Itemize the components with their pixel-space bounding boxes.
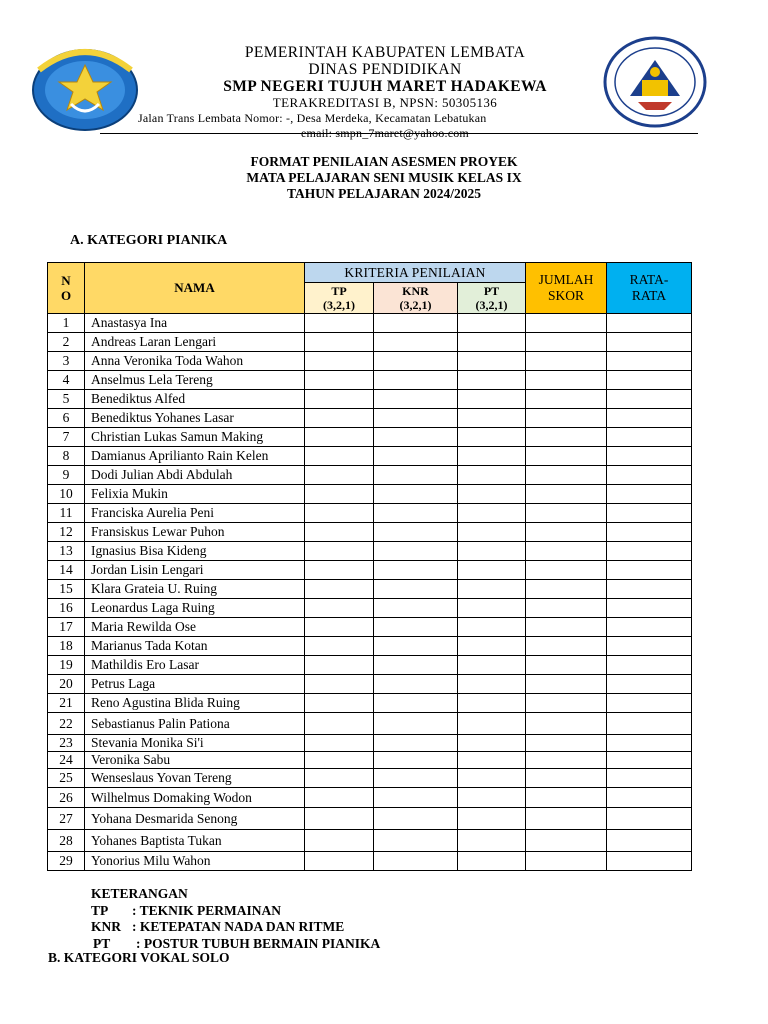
score-pt[interactable]	[458, 637, 526, 656]
score-knr[interactable]	[374, 852, 458, 871]
score-jumlah[interactable]	[526, 735, 607, 752]
student-name: Wenseslaus Yovan Tereng	[85, 769, 305, 788]
score-pt[interactable]	[458, 485, 526, 504]
table-row	[48, 409, 692, 428]
score-knr[interactable]	[374, 735, 458, 752]
header-tp-label: TP	[331, 284, 347, 298]
score-knr[interactable]	[374, 769, 458, 788]
score-rata-rata[interactable]	[607, 618, 692, 637]
score-knr[interactable]	[374, 504, 458, 523]
row-number: 14	[48, 561, 85, 580]
score-knr[interactable]	[374, 830, 458, 852]
score-rata-rata[interactable]	[607, 314, 692, 333]
score-pt[interactable]	[458, 504, 526, 523]
row-number: 10	[48, 485, 85, 504]
title-line-2: MATA PELAJARAN SENI MUSIK KELAS IX	[246, 170, 522, 185]
score-tp[interactable]	[305, 428, 374, 447]
keterangan	[91, 886, 381, 952]
score-jumlah[interactable]	[526, 333, 607, 352]
score-tp[interactable]	[305, 561, 374, 580]
row-number: 20	[48, 675, 85, 694]
score-knr[interactable]	[374, 428, 458, 447]
score-pt[interactable]	[458, 523, 526, 542]
student-name: Sebastianus Palin Pationa	[85, 713, 305, 735]
score-jumlah[interactable]	[526, 713, 607, 735]
student-name: Reno Agustina Blida Ruing	[85, 694, 305, 713]
row-number: 17	[48, 618, 85, 637]
table-row	[48, 830, 692, 852]
score-tp[interactable]	[305, 675, 374, 694]
keterangan-desc: : TEKNIK PERMAINAN	[132, 902, 282, 918]
score-pt[interactable]	[458, 371, 526, 390]
score-rata-rata[interactable]	[607, 580, 692, 599]
table-row	[48, 428, 692, 447]
row-number: 24	[48, 752, 85, 769]
score-pt[interactable]	[458, 542, 526, 561]
score-rata-rata[interactable]	[607, 830, 692, 852]
score-knr[interactable]	[374, 637, 458, 656]
score-rata-rata[interactable]	[607, 390, 692, 409]
table-row	[48, 466, 692, 485]
header-jumlah-skor	[526, 263, 607, 314]
score-jumlah[interactable]	[526, 542, 607, 561]
header-rata-rata	[607, 263, 692, 314]
score-rata-rata[interactable]	[607, 808, 692, 830]
score-rata-rata[interactable]	[607, 485, 692, 504]
score-tp[interactable]	[305, 447, 374, 466]
score-pt[interactable]	[458, 694, 526, 713]
header-no-line-1: N	[61, 273, 71, 288]
score-rata-rata[interactable]	[607, 735, 692, 752]
header-rata-line-2: RATA	[631, 288, 667, 303]
document-title	[0, 154, 768, 202]
score-pt[interactable]	[458, 788, 526, 808]
score-jumlah[interactable]	[526, 637, 607, 656]
score-jumlah[interactable]	[526, 371, 607, 390]
score-tp[interactable]	[305, 333, 374, 352]
student-name: Leonardus Laga Ruing	[85, 599, 305, 618]
keterangan-abbr: PT	[93, 935, 111, 951]
row-number: 1	[48, 314, 85, 333]
student-name: Stevania Monika Si'i	[85, 735, 305, 752]
row-number: 7	[48, 428, 85, 447]
score-tp[interactable]	[305, 352, 374, 371]
score-jumlah[interactable]	[526, 675, 607, 694]
student-name: Dodi Julian Abdi Abdulah	[85, 466, 305, 485]
accreditation: TERAKREDITASI B, NPSN: 50305136	[272, 95, 498, 110]
table-row	[48, 447, 692, 466]
score-tp[interactable]	[305, 504, 374, 523]
table-row	[48, 808, 692, 830]
header-pt	[458, 283, 526, 314]
score-jumlah[interactable]	[526, 769, 607, 788]
student-name: Felixia Mukin	[85, 485, 305, 504]
header-nama: NAMA	[85, 263, 305, 314]
row-number: 28	[48, 830, 85, 852]
header-knr-scale: (3,2,1)	[399, 298, 432, 312]
score-rata-rata[interactable]	[607, 504, 692, 523]
score-jumlah[interactable]	[526, 409, 607, 428]
dept-name: DINAS PENDIDIKAN	[308, 61, 462, 78]
score-knr[interactable]	[374, 694, 458, 713]
score-knr[interactable]	[374, 314, 458, 333]
score-pt[interactable]	[458, 735, 526, 752]
student-name: Yohanes Baptista Tukan	[85, 830, 305, 852]
row-number: 26	[48, 788, 85, 808]
table-row	[48, 752, 692, 769]
row-number: 15	[48, 580, 85, 599]
header-no	[48, 263, 85, 314]
row-number: 5	[48, 390, 85, 409]
score-pt[interactable]	[458, 713, 526, 735]
score-tp[interactable]	[305, 485, 374, 504]
score-jumlah[interactable]	[526, 788, 607, 808]
student-name: Klara Grateia U. Ruing	[85, 580, 305, 599]
score-pt[interactable]	[458, 390, 526, 409]
score-jumlah[interactable]	[526, 466, 607, 485]
score-jumlah[interactable]	[526, 428, 607, 447]
student-name: Mathildis Ero Lasar	[85, 656, 305, 675]
score-rata-rata[interactable]	[607, 694, 692, 713]
row-number: 19	[48, 656, 85, 675]
score-jumlah[interactable]	[526, 523, 607, 542]
score-jumlah[interactable]	[526, 447, 607, 466]
score-tp[interactable]	[305, 314, 374, 333]
score-pt[interactable]	[458, 333, 526, 352]
row-number: 4	[48, 371, 85, 390]
row-number: 27	[48, 808, 85, 830]
row-number: 13	[48, 542, 85, 561]
score-jumlah[interactable]	[526, 314, 607, 333]
row-number: 23	[48, 735, 85, 752]
table-row	[48, 694, 692, 713]
score-pt[interactable]	[458, 852, 526, 871]
table-row	[48, 390, 692, 409]
score-tp[interactable]	[305, 788, 374, 808]
student-name: Anselmus Lela Tereng	[85, 371, 305, 390]
score-pt[interactable]	[458, 618, 526, 637]
score-knr[interactable]	[374, 808, 458, 830]
score-pt[interactable]	[458, 352, 526, 371]
score-pt[interactable]	[458, 830, 526, 852]
student-name: Benediktus Yohanes Lasar	[85, 409, 305, 428]
score-tp[interactable]	[305, 713, 374, 735]
row-number: 2	[48, 333, 85, 352]
score-rata-rata[interactable]	[607, 713, 692, 735]
row-number: 16	[48, 599, 85, 618]
score-pt[interactable]	[458, 314, 526, 333]
table-row	[48, 580, 692, 599]
score-rata-rata[interactable]	[607, 466, 692, 485]
score-pt[interactable]	[458, 409, 526, 428]
table-row	[48, 769, 692, 788]
score-rata-rata[interactable]	[607, 561, 692, 580]
score-jumlah[interactable]	[526, 694, 607, 713]
row-number: 21	[48, 694, 85, 713]
row-number: 22	[48, 713, 85, 735]
school-name: SMP NEGERI TUJUH MARET HADAKEWA	[223, 78, 547, 95]
keterangan-abbr: KNR	[91, 919, 121, 934]
table-row	[48, 852, 692, 871]
score-knr[interactable]	[374, 333, 458, 352]
score-knr[interactable]	[374, 485, 458, 504]
header-jumlah-line-2: SKOR	[547, 288, 584, 303]
table-row	[48, 675, 692, 694]
score-rata-rata[interactable]	[607, 675, 692, 694]
score-tp[interactable]	[305, 580, 374, 599]
score-jumlah[interactable]	[526, 852, 607, 871]
header-no-line-2: O	[60, 288, 72, 303]
score-tp[interactable]	[305, 466, 374, 485]
score-tp[interactable]	[305, 523, 374, 542]
score-tp[interactable]	[305, 694, 374, 713]
row-number: 6	[48, 409, 85, 428]
row-number: 18	[48, 637, 85, 656]
score-tp[interactable]	[305, 830, 374, 852]
score-knr[interactable]	[374, 599, 458, 618]
keterangan-desc: : KETEPATAN NADA DAN RITME	[132, 919, 345, 934]
score-rata-rata[interactable]	[607, 788, 692, 808]
score-jumlah[interactable]	[526, 618, 607, 637]
section-a-heading: A. KATEGORI PIANIKA	[70, 233, 228, 248]
score-tp[interactable]	[305, 618, 374, 637]
score-jumlah[interactable]	[526, 561, 607, 580]
score-knr[interactable]	[374, 580, 458, 599]
header-tp-scale: (3,2,1)	[323, 298, 355, 312]
table-row	[48, 333, 692, 352]
row-number: 8	[48, 447, 85, 466]
table-row	[48, 788, 692, 808]
score-jumlah[interactable]	[526, 352, 607, 371]
assessment-table	[47, 262, 692, 871]
score-knr[interactable]	[374, 542, 458, 561]
score-knr[interactable]	[374, 675, 458, 694]
table-row	[48, 523, 692, 542]
score-knr[interactable]	[374, 752, 458, 769]
score-pt[interactable]	[458, 656, 526, 675]
table-row	[48, 561, 692, 580]
keterangan-heading: KETERANGAN	[91, 886, 188, 901]
student-name: Franciska Aurelia Peni	[85, 504, 305, 523]
table-row	[48, 485, 692, 504]
score-knr[interactable]	[374, 447, 458, 466]
score-rata-rata[interactable]	[607, 752, 692, 769]
score-tp[interactable]	[305, 371, 374, 390]
row-number: 3	[48, 352, 85, 371]
score-jumlah[interactable]	[526, 580, 607, 599]
table-row	[48, 371, 692, 390]
score-rata-rata[interactable]	[607, 656, 692, 675]
student-name: Veronika Sabu	[85, 752, 305, 769]
score-pt[interactable]	[458, 447, 526, 466]
keterangan-item	[91, 902, 282, 920]
score-tp[interactable]	[305, 637, 374, 656]
score-tp[interactable]	[305, 409, 374, 428]
score-pt[interactable]	[458, 580, 526, 599]
header-rata-line-1: RATA-	[629, 272, 669, 287]
score-pt[interactable]	[458, 428, 526, 447]
score-jumlah[interactable]	[526, 808, 607, 830]
student-name: Maria Rewilda Ose	[85, 618, 305, 637]
table-row	[48, 314, 692, 333]
student-name: Benediktus Alfed	[85, 390, 305, 409]
score-jumlah[interactable]	[526, 656, 607, 675]
score-jumlah[interactable]	[526, 485, 607, 504]
table-body	[48, 314, 692, 871]
score-tp[interactable]	[305, 735, 374, 752]
student-name: Yonorius Milu Wahon	[85, 852, 305, 871]
score-tp[interactable]	[305, 542, 374, 561]
header-pt-scale: (3,2,1)	[475, 298, 508, 312]
score-pt[interactable]	[458, 599, 526, 618]
score-rata-rata[interactable]	[607, 447, 692, 466]
section-b-heading: B. KATEGORI VOKAL SOLO	[48, 950, 230, 965]
header-tp	[305, 283, 374, 314]
score-pt[interactable]	[458, 752, 526, 769]
student-name: Wilhelmus Domaking Wodon	[85, 788, 305, 808]
table-row	[48, 504, 692, 523]
header-pt-label: PT	[483, 284, 500, 298]
score-knr[interactable]	[374, 618, 458, 637]
title-line-1: FORMAT PENILAIAN ASESMEN PROYEK	[250, 154, 518, 169]
score-knr[interactable]	[374, 352, 458, 371]
gov-name: PEMERINTAH KABUPATEN LEMBATA	[244, 44, 526, 61]
score-rata-rata[interactable]	[607, 333, 692, 352]
student-name: Marianus Tada Kotan	[85, 637, 305, 656]
score-knr[interactable]	[374, 561, 458, 580]
header-jumlah-line-1: JUMLAH	[538, 272, 594, 287]
student-name: Damianus Aprilianto Rain Kelen	[85, 447, 305, 466]
score-jumlah[interactable]	[526, 752, 607, 769]
table-row	[48, 637, 692, 656]
score-knr[interactable]	[374, 466, 458, 485]
score-jumlah[interactable]	[526, 504, 607, 523]
student-name: Petrus Laga	[85, 675, 305, 694]
score-jumlah[interactable]	[526, 390, 607, 409]
score-rata-rata[interactable]	[607, 852, 692, 871]
table-row	[48, 713, 692, 735]
score-jumlah[interactable]	[526, 599, 607, 618]
score-knr[interactable]	[374, 409, 458, 428]
student-name: Andreas Laran Lengari	[85, 333, 305, 352]
score-knr[interactable]	[374, 523, 458, 542]
score-tp[interactable]	[305, 390, 374, 409]
header-knr-label: KNR	[402, 284, 429, 298]
title-line-3: TAHUN PELAJARAN 2024/2025	[286, 186, 481, 201]
email: email: smpn_7maret@yahoo.com	[301, 126, 469, 140]
student-name: Anastasya Ina	[85, 314, 305, 333]
score-rata-rata[interactable]	[607, 523, 692, 542]
student-name: Fransiskus Lewar Puhon	[85, 523, 305, 542]
score-pt[interactable]	[458, 808, 526, 830]
score-tp[interactable]	[305, 656, 374, 675]
score-rata-rata[interactable]	[607, 769, 692, 788]
score-pt[interactable]	[458, 675, 526, 694]
header-knr	[374, 283, 458, 314]
score-pt[interactable]	[458, 466, 526, 485]
score-tp[interactable]	[305, 808, 374, 830]
score-knr[interactable]	[374, 390, 458, 409]
score-knr[interactable]	[374, 656, 458, 675]
score-knr[interactable]	[374, 713, 458, 735]
keterangan-item	[91, 919, 345, 936]
row-number: 11	[48, 504, 85, 523]
score-rata-rata[interactable]	[607, 428, 692, 447]
score-rata-rata[interactable]	[607, 371, 692, 390]
table-row	[48, 352, 692, 371]
student-name: Ignasius Bisa Kideng	[85, 542, 305, 561]
score-rata-rata[interactable]	[607, 599, 692, 618]
score-tp[interactable]	[305, 599, 374, 618]
row-number: 29	[48, 852, 85, 871]
score-tp[interactable]	[305, 752, 374, 769]
score-knr[interactable]	[374, 788, 458, 808]
score-tp[interactable]	[305, 769, 374, 788]
row-number: 12	[48, 523, 85, 542]
score-rata-rata[interactable]	[607, 352, 692, 371]
keterangan-abbr: TP	[91, 902, 109, 918]
score-pt[interactable]	[458, 561, 526, 580]
table-row	[48, 656, 692, 675]
score-tp[interactable]	[305, 852, 374, 871]
row-number: 25	[48, 769, 85, 788]
table-row	[48, 542, 692, 561]
table-row	[48, 599, 692, 618]
row-number: 9	[48, 466, 85, 485]
table-row	[48, 735, 692, 752]
student-name: Yohana Desmarida Senong	[85, 808, 305, 830]
score-rata-rata[interactable]	[607, 409, 692, 428]
score-pt[interactable]	[458, 769, 526, 788]
header-kriteria: KRITERIA PENILAIAN	[305, 263, 526, 283]
score-jumlah[interactable]	[526, 830, 607, 852]
address: Jalan Trans Lembata Nomor: -, Desa Merdeka, Kecamatan Lebatukan	[138, 111, 487, 125]
letterhead-divider	[100, 133, 698, 134]
score-knr[interactable]	[374, 371, 458, 390]
score-rata-rata[interactable]	[607, 637, 692, 656]
table-row	[48, 618, 692, 637]
student-name: Christian Lukas Samun Making	[85, 428, 305, 447]
student-name: Jordan Lisin Lengari	[85, 561, 305, 580]
score-rata-rata[interactable]	[607, 542, 692, 561]
student-name: Anna Veronika Toda Wahon	[85, 352, 305, 371]
keterangan-desc: : POSTUR TUBUH BERMAIN PIANIKA	[136, 935, 381, 951]
